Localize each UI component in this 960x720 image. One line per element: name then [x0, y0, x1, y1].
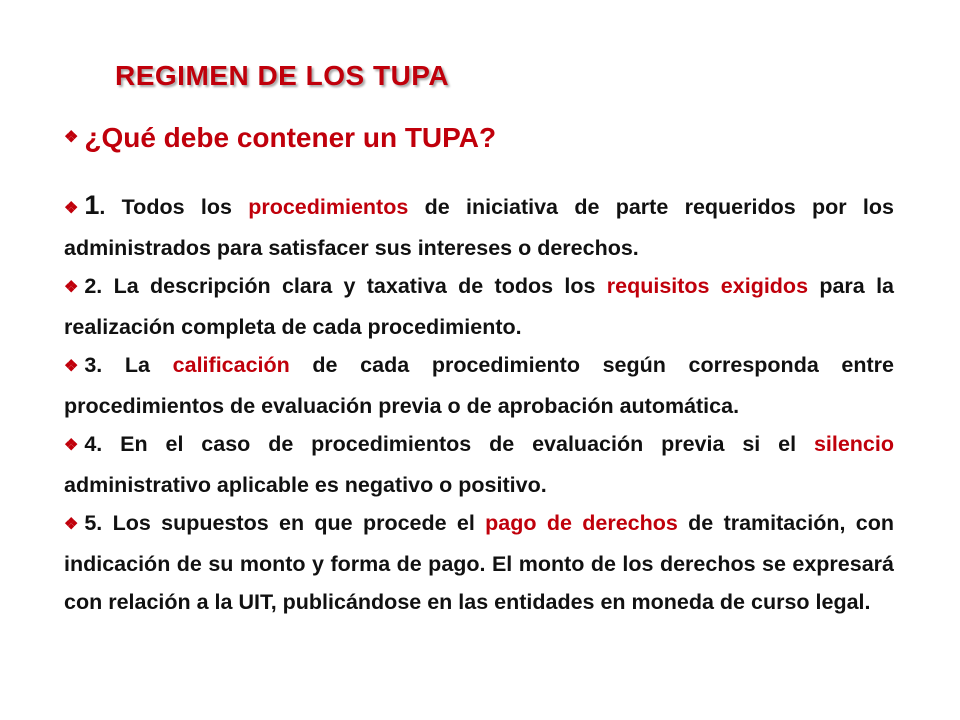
question-text: ¿Qué debe contener un TUPA?	[84, 122, 497, 153]
requirements-list	[64, 186, 894, 621]
item-text: administrativo aplicable es negativo o positivo.	[64, 473, 547, 497]
list-item	[64, 186, 894, 267]
item-highlight: procedimientos	[248, 195, 409, 219]
diamond-bullet-icon: ❖	[64, 279, 79, 296]
page-title: REGIMEN DE LOS TUPA	[115, 60, 450, 91]
item-highlight: calificación	[172, 353, 290, 377]
item-text: 4. En el caso de procedimientos de evaluación previa si el	[84, 432, 814, 456]
list-item	[64, 425, 894, 504]
list-item	[64, 346, 894, 425]
item-text: . Todos los	[99, 195, 249, 219]
item-text: de cada procedimiento según corresponda entre procedimientos de evaluación previa o de aprobación automática.	[64, 353, 895, 418]
item-highlight: pago de derechos	[485, 511, 678, 535]
item-text: de tramitación, con indicación de su monto y forma de pago. El monto de los derechos se expresará con relación a la UIT, publicándose en las entidades en moneda de curso legal.	[64, 511, 894, 614]
item-text: para la realización completa de cada procedimiento.	[64, 274, 894, 339]
diamond-bullet-icon: ❖	[64, 200, 79, 217]
item-text: de iniciativa de parte requeridos por los administrados para satisfacer sus intereses o derechos.	[64, 195, 894, 260]
item-text: 2. La descripción clara y taxativa de todos los	[84, 274, 607, 298]
item-highlight: silencio	[813, 432, 894, 456]
item-highlight: requisitos exigidos	[606, 274, 809, 298]
list-item	[64, 267, 894, 346]
diamond-bullet-icon: ❖	[64, 516, 79, 533]
list-item	[64, 504, 894, 621]
diamond-bullet-icon: ❖	[64, 129, 79, 146]
item-text: 5. Los supuestos en que procede el	[84, 511, 486, 535]
item-number: 1	[84, 190, 100, 220]
diamond-bullet-icon: ❖	[64, 437, 79, 454]
item-text: 3. La	[84, 353, 173, 377]
question-heading	[64, 122, 496, 154]
diamond-bullet-icon: ❖	[64, 358, 79, 375]
